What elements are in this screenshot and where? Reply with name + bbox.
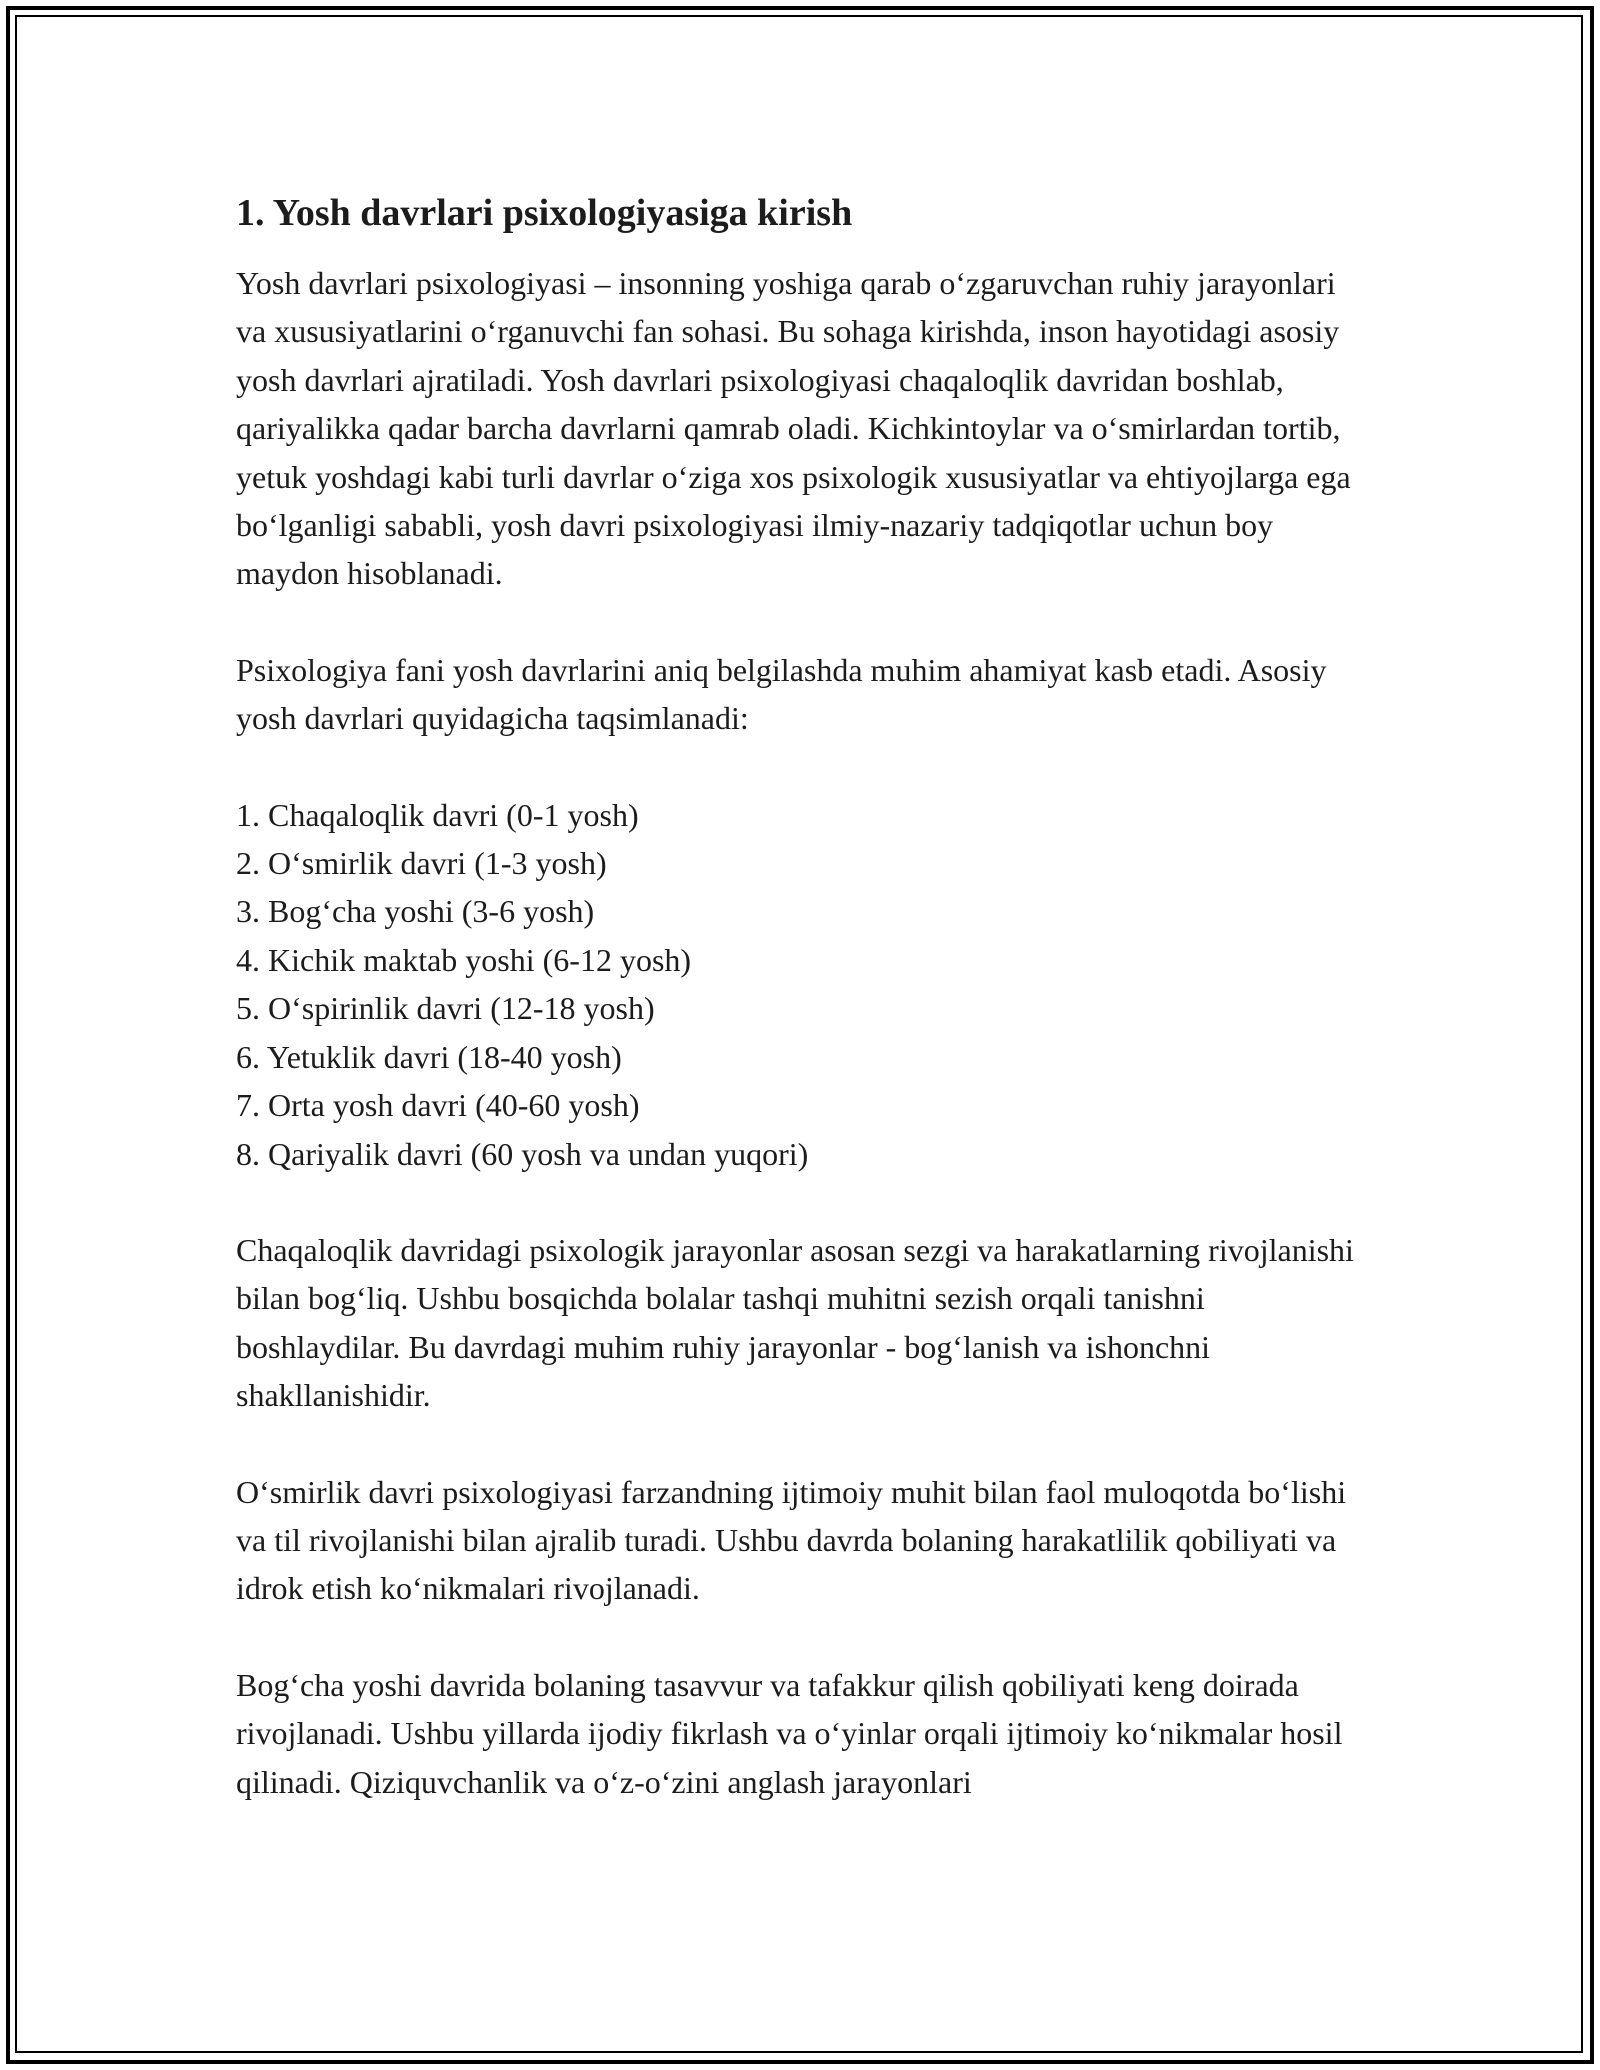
- list-item: 6. Yetuklik davri (18-40 yosh): [236, 1038, 622, 1075]
- list-item: 2. O‘smirlik davri (1-3 yosh): [236, 845, 607, 882]
- intro-paragraph: Yosh davrlari psixologiyasi – insonning yoshiga qarab o‘zgaruvchan ruhiy jarayonlari va xususiyatlarini o‘rganuvchi fan sohasi. Bu sohaga kirishda, inson hayotidagi asosiy yosh davrlari ajratiladi. Yosh davrlari psixologiyasi chaqaloqlik davridan boshlab, qariyalikka qadar barcha davrlarni qamrab oladi. Kichkintoylar va o‘smirlardan tortib, yetuk yoshdagi kabi turli davrlar o‘ziga xos psixologik xususiyatlar va ehtiyojlarga ega bo‘lganligi sababli, yosh davri psixologiyasi ilmiy-nazariy tadqiqotlar uchun boy maydon hisoblanadi.: [236, 265, 1351, 592]
- list-item: 7. Orta yosh davri (40-60 yosh): [236, 1087, 640, 1124]
- list-item: 8. Qariyalik davri (60 yosh va undan yuqori): [236, 1135, 809, 1172]
- periods-intro-paragraph: Psixologiya fani yosh davrlarini aniq belgilashda muhim ahamiyat kasb etadi. Asosiy yosh davrlari quyidagicha taqsimlanadi:: [236, 651, 1327, 737]
- adolescence-paragraph: O‘smirlik davri psixologiyasi farzandning ijtimoiy muhit bilan faol muloqotda bo‘lishi va til rivojlanishi bilan ajralib turadi. Ushbu davrda bolaning harakatlilik qobiliyati va idrok etish ko‘nikmalari rivojlanadi.: [236, 1473, 1347, 1607]
- section-heading: 1. Yosh davrlari psixologiyasiga kirish: [236, 192, 853, 234]
- list-item: 1. Chaqaloqlik davri (0-1 yosh): [236, 796, 639, 833]
- document-content: [236, 186, 1366, 1806]
- list-item: 4. Kichik maktab yoshi (6-12 yosh): [236, 941, 692, 978]
- list-item: 3. Bog‘cha yoshi (3-6 yosh): [236, 893, 595, 930]
- preschool-paragraph: Bog‘cha yoshi davrida bolaning tasavvur va tafakkur qilish qobiliyati keng doirada rivojlanadi. Ushbu yillarda ijodiy fikrlash va o‘yinlar orqali ijtimoiy ko‘nikmalar hosil qilinadi. Qiziquvchanlik va o‘z-o‘zini anglash jarayonlari: [236, 1666, 1343, 1800]
- infancy-paragraph: Chaqaloqlik davridagi psixologik jarayonlar asosan sezgi va harakatlarning rivojlanishi bilan bog‘liq. Ushbu bosqichda bolalar tashqi muhitni sezish orqali tanishni boshlaydilar. Bu davrdagi muhim ruhiy jarayonlar - bog‘lanish va ishonchni shakllanishidir.: [236, 1231, 1354, 1414]
- list-item: 5. O‘spirinlik davri (12-18 yosh): [236, 990, 655, 1027]
- age-periods-list: [236, 791, 1366, 1178]
